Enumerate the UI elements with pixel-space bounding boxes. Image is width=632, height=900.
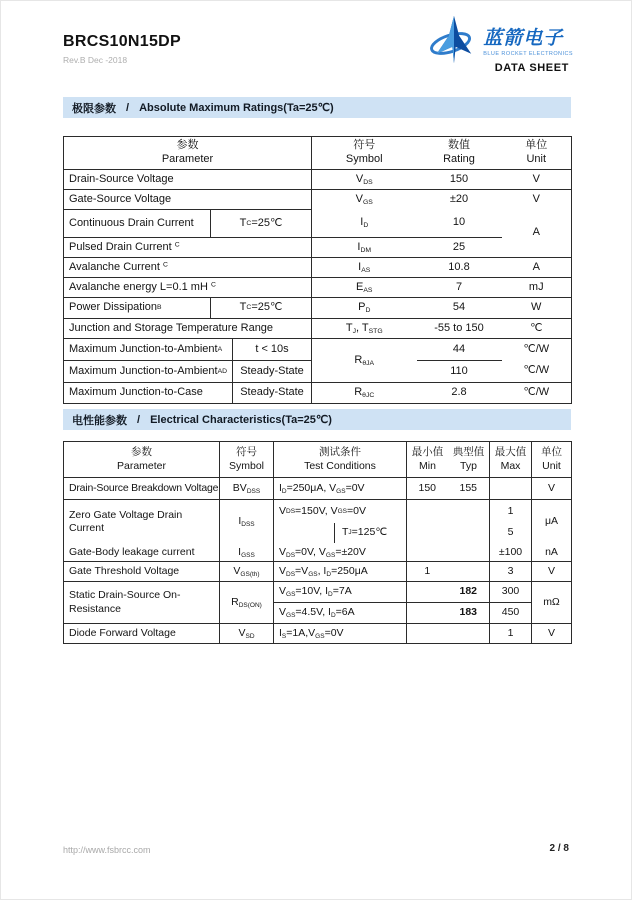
unit-cell: mΩ	[532, 582, 572, 624]
symbol-cell: $V_{GS}$	[312, 190, 417, 210]
typ-cell	[448, 624, 490, 644]
header-min-typ-cell	[407, 442, 490, 478]
abs-max-table	[63, 136, 572, 404]
param-cell: Avalanche energy L=0.1 mH $^C$	[64, 278, 312, 298]
section1-title-en: Absolute Maximum Ratings(Ta=25℃)	[139, 102, 334, 114]
condition-label: T C =25℃	[210, 298, 311, 318]
table-row	[64, 278, 572, 298]
symbol-cell: $R_{\theta JC}$	[312, 383, 417, 404]
rating-cell: 54	[417, 298, 502, 319]
header-unit-cell	[532, 442, 572, 478]
rating-cell: 7	[417, 278, 502, 298]
header-cond-cn: 测试条件	[319, 446, 361, 459]
table-row	[64, 582, 572, 603]
param-cell: Drain-Source Breakdown Voltage	[64, 478, 220, 500]
rating-cell: 110	[417, 361, 502, 383]
table-header-row	[64, 442, 572, 478]
section-title-electrical	[63, 409, 571, 430]
symbol-cell: $P_D$	[312, 298, 417, 319]
min-cell: 1	[407, 562, 448, 582]
header-param-cn: 参数	[176, 139, 199, 152]
header-rating-en: Rating	[443, 153, 475, 165]
typ-cell: 182	[448, 582, 490, 603]
header-symbol-en: Symbol	[345, 153, 383, 165]
min-cell: 150	[407, 478, 448, 500]
header-min-en: Min	[419, 459, 436, 472]
max-cell: 3	[490, 562, 532, 582]
min-cell	[407, 544, 448, 562]
condition-line-2: T J =125℃	[334, 523, 406, 543]
rating-cell: 10.8	[417, 258, 502, 278]
param-label: Continuous Drain Current	[69, 216, 194, 229]
revision: Rev.B Dec -2018	[63, 55, 128, 65]
header-param-en: Parameter	[161, 153, 214, 165]
header-cond-en: Test Conditions	[304, 459, 376, 472]
condition-label: Steady-State	[232, 383, 311, 403]
rating-cell: -55 to 150	[417, 319, 502, 339]
brand-logo	[428, 15, 573, 65]
param-cell	[64, 383, 312, 404]
unit-cell: A	[502, 258, 572, 278]
max-cell	[490, 478, 532, 500]
header-min-cn: 最小值	[411, 446, 444, 459]
page-number: 2 / 8	[549, 843, 569, 854]
table-row	[64, 383, 572, 404]
header-typ-en: Typ	[460, 459, 477, 472]
footer-url: http://www.fsbrcc.com	[63, 845, 151, 855]
header-unit-cn: 单位	[525, 139, 548, 152]
header-cond-cell	[274, 442, 407, 478]
symbol-cell: $V_{DS}$	[312, 170, 417, 190]
unit-cell: ℃	[502, 319, 572, 339]
header-param-cn: 参数	[131, 446, 152, 459]
max-cell	[490, 500, 532, 544]
section-title-abs-max	[63, 97, 571, 118]
unit-cell: nA	[532, 544, 572, 562]
header-unit-en: Unit	[526, 153, 547, 165]
param-cell	[64, 361, 312, 383]
max-value-1: 1	[507, 504, 514, 517]
table-row	[64, 544, 572, 562]
condition-label: Steady-State	[232, 361, 311, 382]
header-symbol-en: Symbol	[228, 459, 264, 472]
param-cell: Pulsed Drain Current $^C$	[64, 238, 312, 258]
unit-cell: V	[532, 624, 572, 644]
condition-line-1: V DS =150V, V GS =0V	[279, 505, 366, 518]
max-cell: ±100	[490, 544, 532, 562]
rating-cell: 150	[417, 170, 502, 190]
header-rating-cell	[417, 137, 502, 170]
symbol-cell: $I_{DSS}$	[220, 500, 274, 544]
header-unit-cell	[502, 137, 572, 170]
unit-cell: V	[532, 478, 572, 500]
unit-cell: W	[502, 298, 572, 319]
symbol-cell: $I_{GSS}$	[220, 544, 274, 562]
max-cell: 450	[490, 603, 532, 624]
unit-cell: ℃/W	[502, 339, 572, 361]
min-cell	[407, 582, 448, 603]
header-max-cn: 最大值	[494, 446, 527, 459]
param-cell: Junction and Storage Temperature Range	[64, 319, 312, 339]
rating-cell: 2.8	[417, 383, 502, 404]
symbol-cell: $V_{SD}$	[220, 624, 274, 644]
section2-title-cn: 电性能参数	[72, 414, 127, 427]
header-symbol-cn: 符号	[236, 446, 257, 459]
rating-cell: 44	[417, 339, 502, 361]
symbol-cell: $R_{DS(ON)}$	[220, 582, 274, 624]
param-cell: Avalanche Current $^C$	[64, 258, 312, 278]
min-cell	[407, 603, 448, 624]
typ-cell	[448, 500, 490, 544]
header-symbol-cell	[312, 137, 417, 170]
unit-cell: A	[532, 226, 540, 239]
symbol-cell: $E_{AS}$	[312, 278, 417, 298]
param-cell: Gate-Source Voltage	[64, 190, 312, 210]
param-cell: Drain-Source Voltage	[64, 170, 312, 190]
brand-name-en: BLUE ROCKET ELECTRONICS	[483, 51, 573, 57]
unit-cell: μA	[532, 500, 572, 544]
cond-cell: $V_{GS}=10V$, $I_D=7A$	[274, 582, 407, 603]
unit-cell: ℃/W	[523, 364, 550, 377]
typ-cell: 183	[448, 603, 490, 624]
section1-title-cn: 极限参数	[72, 102, 116, 115]
header-symbol-cn: 符号	[353, 139, 376, 152]
symbol-cell: $R_{\theta JA}$	[312, 339, 417, 383]
cond-cell	[274, 500, 407, 544]
param-cell: Diode Forward Voltage	[64, 624, 220, 644]
param-label: Maximum Junction-to-Ambient AD	[69, 364, 228, 377]
header-max-en: Max	[500, 459, 521, 472]
unit-cell: ℃/W	[502, 383, 572, 404]
param-label: Maximum Junction-to-Case	[69, 386, 203, 399]
section2-separator: /	[137, 413, 141, 426]
typ-cell	[448, 562, 490, 582]
table-header-row	[64, 137, 572, 170]
unit-cell: V	[502, 190, 572, 210]
param-cell	[64, 339, 312, 361]
param-label: Maximum Junction-to-Ambient A	[69, 342, 223, 355]
brand-text	[483, 23, 573, 57]
condition-label: t < 10s	[232, 339, 311, 360]
header-unit-en: Unit	[542, 459, 561, 472]
param-cell: Gate-Body leakage current	[69, 545, 195, 558]
cond-cell: $I_S=1A,V_{GS}=0V$	[274, 624, 407, 644]
header-typ-cn: 典型值	[452, 446, 485, 459]
electrical-char-table	[63, 441, 572, 644]
unit-cell: V	[502, 170, 572, 190]
header-unit-cn: 单位	[541, 446, 562, 459]
table-row	[64, 500, 572, 544]
cond-cell: $V_{GS}=4.5V$, $I_D=6A$	[274, 603, 407, 624]
symbol-cell: $I_{DM}$	[312, 238, 417, 258]
cond-cell: $I_D=250\mu A$, $V_{GS}=0V$	[274, 478, 407, 500]
header-max-cell	[490, 442, 532, 478]
header-param-en: Parameter	[116, 459, 167, 472]
symbol-cell: $I_D$	[312, 210, 417, 238]
datasheet-label: DATA SHEET	[494, 62, 569, 74]
table-row	[64, 190, 572, 210]
min-cell	[407, 624, 448, 644]
cond-cell: $V_{DS}=V_{GS}$, $I_D=250\mu A$	[274, 562, 407, 582]
rating-cell: 10	[452, 216, 466, 229]
min-cell	[407, 500, 448, 544]
symbol-cell: $BV_{DSS}$	[220, 478, 274, 500]
brand-name-cn: 蓝箭电子	[483, 28, 564, 49]
rocket-logo-icon	[428, 15, 480, 65]
max-cell: 1	[490, 624, 532, 644]
symbol-cell: $T_J$, $T_{STG}$	[312, 319, 417, 339]
table-row	[64, 319, 572, 339]
cond-cell: $V_{DS}=0V$, $V_{GS}=\pm 20V$	[274, 544, 407, 562]
table-row	[64, 339, 572, 361]
section2-title-en: Electrical Characteristics(Ta=25℃)	[150, 414, 332, 426]
symbol-cell: $I_{AS}$	[312, 258, 417, 278]
table-row	[64, 562, 572, 582]
param-cell	[64, 210, 312, 238]
param-cell: Static Drain-Source On-Resistance	[64, 582, 220, 624]
table-row	[64, 624, 572, 644]
header-param-cell	[64, 137, 312, 170]
table-row	[64, 210, 572, 238]
unit-cell: V	[532, 562, 572, 582]
param-label: Power Dissipation B	[69, 301, 162, 314]
typ-cell	[448, 544, 490, 562]
section1-separator: /	[126, 101, 130, 114]
max-value-2: 5	[507, 525, 514, 538]
typ-cell: 155	[448, 478, 490, 500]
param-cell	[64, 298, 312, 319]
rating-cell: 25	[417, 238, 502, 258]
table-row	[64, 478, 572, 500]
unit-cell: mJ	[502, 278, 572, 298]
header-left	[63, 33, 181, 65]
condition-label: T C =25℃	[210, 210, 311, 237]
param-cell: Gate Threshold Voltage	[64, 562, 220, 582]
table-row	[64, 238, 572, 258]
header-param-cell	[64, 442, 220, 478]
table-row	[64, 170, 572, 190]
header-rating-cn: 数值	[448, 139, 470, 152]
table-row	[64, 298, 572, 319]
part-number: BRCS10N15DP	[63, 33, 182, 50]
max-cell: 300	[490, 582, 532, 603]
rating-cell: ±20	[417, 190, 502, 210]
header-symbol-cell	[220, 442, 274, 478]
param-cell: Zero Gate Voltage Drain Current	[64, 500, 220, 544]
symbol-cell: $V_{GS(th)}$	[220, 562, 274, 582]
table-row	[64, 258, 572, 278]
